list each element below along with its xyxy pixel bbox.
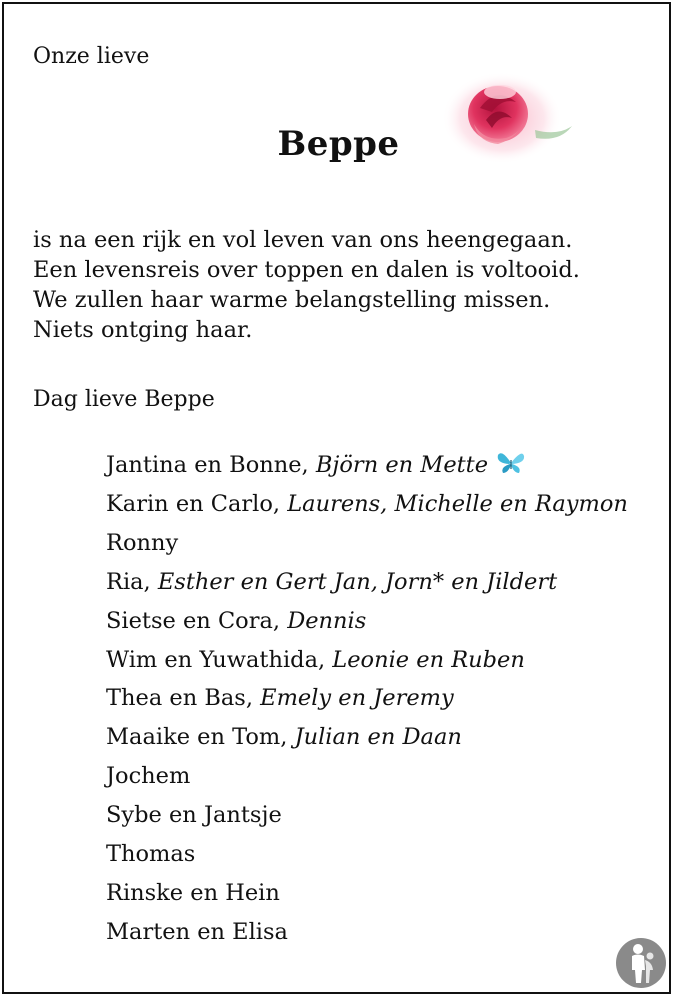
message-line: We zullen haar warme belangstelling missen. [33, 287, 551, 313]
butterfly-icon [496, 451, 526, 475]
message-line: is na een rijk en vol leven van ons heengegaan. [33, 227, 573, 253]
intro-text: Onze lieve [33, 44, 150, 69]
family-parents: Wim en Yuwathida, [106, 646, 333, 673]
family-row [106, 913, 628, 952]
family-parents: Sietse en Cora, [106, 607, 288, 634]
farewell-text: Dag lieve Beppe [33, 387, 215, 412]
family-parents: Karin en Carlo, [106, 490, 288, 517]
family-parents: Jochem [106, 763, 191, 790]
family-row [106, 563, 628, 602]
family-row [106, 524, 628, 563]
family-row [106, 874, 628, 913]
family-row [106, 485, 628, 524]
family-parents: Ronny [106, 529, 179, 556]
family-children: Björn en Mette [315, 452, 489, 478]
family-row [106, 602, 628, 641]
family-row [106, 757, 628, 796]
family-row [106, 718, 628, 757]
family-children: Emely en Jeremy [260, 685, 454, 712]
family-parents: Marten en Elisa [106, 918, 288, 945]
family-parents: Rinske en Hein [106, 879, 280, 906]
family-row [106, 679, 628, 718]
family-row [106, 796, 628, 835]
message-body [33, 225, 580, 345]
message-line: Een levensreis over toppen en dalen is voltooid. [33, 257, 580, 283]
memorial-logo-icon [614, 936, 668, 990]
family-children: Dennis [287, 607, 367, 634]
family-children: Leonie en Ruben [332, 646, 525, 673]
family-row [106, 641, 628, 680]
family-parents: Ria, [106, 568, 158, 595]
family-parents: Thea en Bas, [106, 685, 261, 712]
deceased-name: Beppe [277, 124, 400, 164]
family-children: Laurens, Michelle en Raymon [287, 490, 628, 517]
family-list [106, 446, 628, 952]
family-parents: Thomas [106, 841, 196, 868]
family-parents: Sybe en Jantsje [106, 802, 282, 829]
family-row [106, 835, 628, 874]
message-line: Niets ontging haar. [33, 317, 253, 343]
family-parents: Maaike en Tom, [106, 724, 295, 751]
family-row [106, 446, 628, 485]
family-parents: Jantina en Bonne, [106, 452, 316, 478]
family-children: Esther en Gert Jan, Jorn* en Jildert [157, 568, 558, 595]
family-children: Julian en Daan [294, 724, 462, 751]
